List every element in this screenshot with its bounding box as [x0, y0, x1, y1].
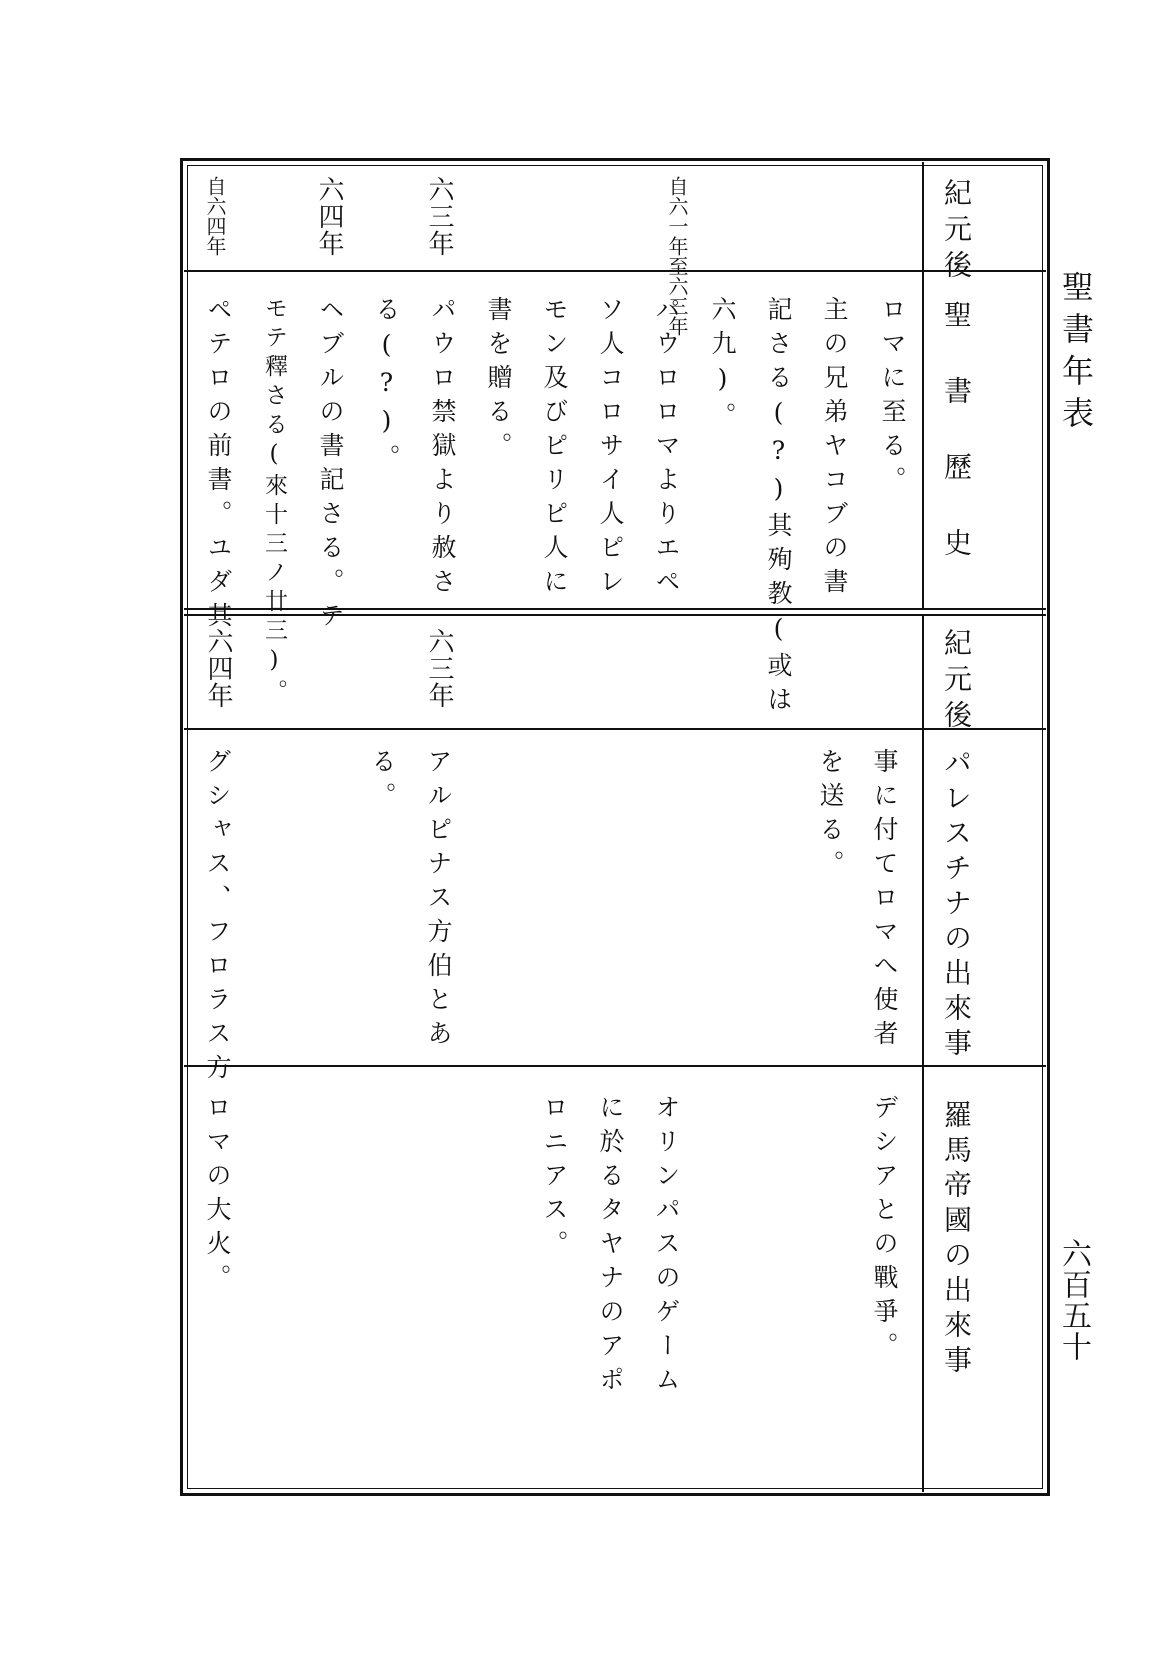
page-number: 六百五十 — [1056, 1238, 1091, 1362]
history-line: 書を贈る。 — [484, 296, 513, 466]
year-label-63-lower: 六三年 — [424, 628, 454, 709]
running-title: 聖書年表 — [1057, 270, 1095, 438]
history-line: ソ人コロサイ人ピレ — [596, 296, 625, 602]
palestine-event-line: る。 — [368, 748, 397, 816]
lower-middle-rule — [184, 1065, 1046, 1067]
section-divider-rule-2 — [184, 614, 1046, 616]
upper-header-column-rule — [922, 162, 924, 608]
history-line: 主の兄弟ヤコブの書 — [820, 296, 849, 602]
history-line: 六九)。 — [708, 296, 737, 436]
palestine-events-header: パレスチナの出來事 — [940, 748, 973, 1063]
year-label-61-63-text: 自六一年至六三年 — [665, 176, 689, 336]
history-line: 記さる(?)其殉教(或は — [764, 296, 793, 720]
year-label-63-upper: 六三年 — [424, 176, 454, 257]
roman-event-line: に於るタヤナのアポ — [596, 1094, 625, 1400]
history-header: 聖書歷史 — [940, 300, 973, 604]
upper-era-header: 紀元後 — [940, 178, 973, 286]
year-label-64-lower: 六四年 — [203, 628, 233, 709]
history-line: パウロロマよりエペ — [652, 296, 681, 602]
year-label-from-64: 自六四年 — [203, 176, 227, 256]
palestine-event-line: を送る。 — [816, 748, 845, 884]
year-label-64-upper: 六四年 — [314, 176, 344, 257]
roman-event-line: デシアとの戰爭。 — [870, 1094, 899, 1366]
history-line: る(?)。 — [372, 296, 401, 478]
lower-year-rule — [184, 728, 1046, 730]
history-line: モン及びピリピ人に — [540, 296, 569, 602]
roman-empire-events-header: 羅馬帝國の出來事 — [940, 1100, 973, 1380]
history-line: モテ釋さる(來十三ノ廿三)。 — [261, 296, 287, 708]
upper-header-rule — [184, 270, 1046, 272]
roman-event-line: ロニアス。 — [540, 1094, 569, 1264]
history-line: ロマに至る。 — [878, 296, 907, 500]
lower-era-header: 紀元後 — [940, 628, 973, 736]
lower-header-column-rule — [922, 614, 924, 1492]
history-line: ヘブルの書記さる。テ — [316, 296, 345, 636]
palestine-event-line: アルピナス方伯とあ — [424, 748, 453, 1054]
history-line: ペテロの前書。ユダ其 — [204, 296, 233, 636]
roman-event-line: オリンパスのゲーム — [652, 1094, 681, 1400]
section-divider-rule-1 — [184, 608, 1046, 610]
palestine-event-line: グシャス、フロラス方 — [203, 748, 232, 1088]
palestine-event-line: 事に付てロマへ使者 — [870, 748, 899, 1054]
roman-event-line: ロマの大火。 — [203, 1094, 232, 1298]
history-line: パウロ禁獄より赦さ — [428, 296, 457, 602]
